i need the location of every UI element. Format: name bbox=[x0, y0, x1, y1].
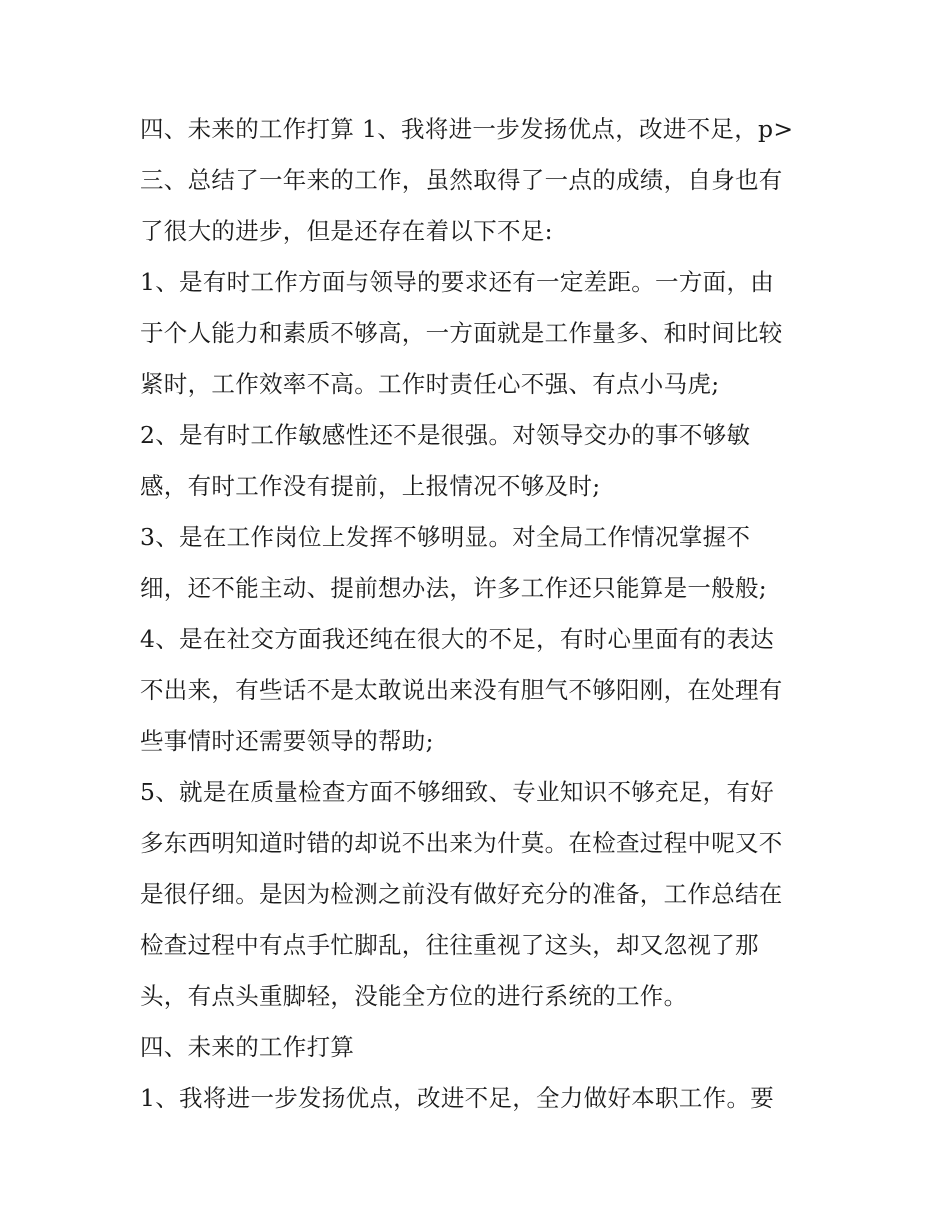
text-line: 3、是在工作岗位上发挥不够明显。对全局工作情况掌握不 bbox=[140, 523, 751, 551]
text-line: 四、未来的工作打算 bbox=[140, 1033, 355, 1061]
text-line: 是很仔细。是因为检测之前没有做好充分的准备，工作总结在 bbox=[140, 880, 783, 908]
text-line: 感，有时工作没有提前，上报情况不够及时; bbox=[140, 472, 601, 500]
text-line: 三、总结了一年来的工作，虽然取得了一点的成绩，自身也有 bbox=[140, 166, 783, 194]
text-line: 1、是有时工作方面与领导的要求还有一定差距。一方面，由 bbox=[140, 268, 775, 296]
text-line: 检查过程中有点手忙脚乱，往往重视了这头，却又忽视了那 bbox=[140, 931, 759, 959]
text-line: 多东西明知道时错的却说不出来为什莫。在检查过程中呢又不 bbox=[140, 829, 783, 857]
text-line: 于个人能力和素质不够高，一方面就是工作量多、和时间比较 bbox=[140, 319, 783, 347]
text-line: 4、是在社交方面我还纯在很大的不足，有时心里面有的表达 bbox=[140, 625, 775, 653]
document-body bbox=[140, 104, 820, 1124]
text-line: 细，还不能主动、提前想办法，许多工作还只能算是一般般; bbox=[140, 574, 768, 602]
text-line: 头，有点头重脚轻，没能全方位的进行系统的工作。 bbox=[140, 982, 688, 1010]
text-line: 不出来，有些话不是太敢说出来没有胆气不够阳刚，在处理有 bbox=[140, 676, 783, 704]
text-line: 2、是有时工作敏感性还不是很强。对领导交办的事不够敏 bbox=[140, 421, 751, 449]
text-line: 四、未来的工作打算 1、我将进一步发扬优点，改进不足，p> bbox=[140, 115, 794, 143]
text-line: 了很大的进步，但是还存在着以下不足: bbox=[140, 217, 553, 245]
text-line: 紧时，工作效率不高。工作时责任心不强、有点小马虎; bbox=[140, 370, 720, 398]
text-line: 5、就是在质量检查方面不够细致、专业知识不够充足，有好 bbox=[140, 778, 775, 806]
text-line: 些事情时还需要领导的帮助; bbox=[140, 727, 434, 755]
text-line: 1、我将进一步发扬优点，改进不足，全力做好本职工作。要 bbox=[140, 1084, 775, 1112]
